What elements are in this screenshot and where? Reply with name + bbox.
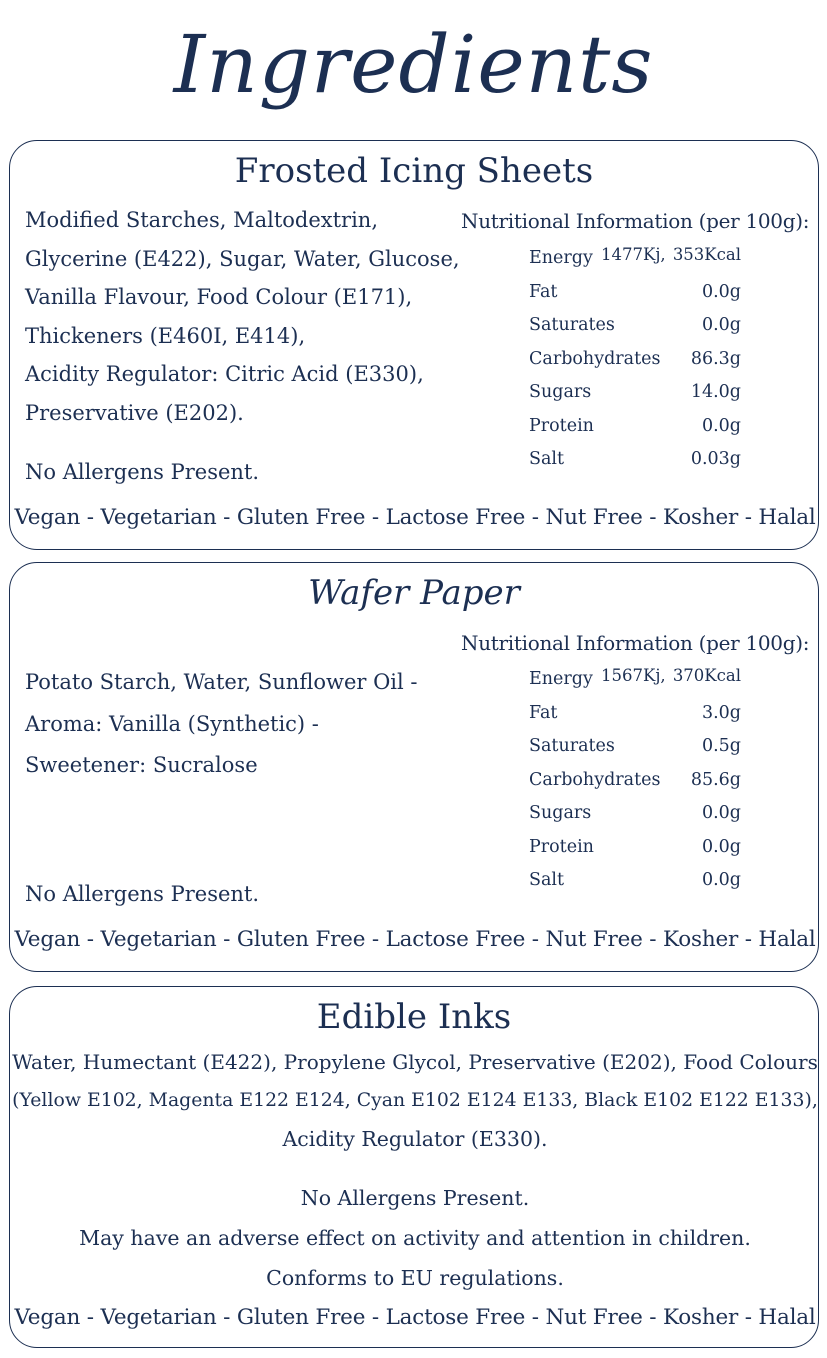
nutrition-value: 0.03g (690, 449, 741, 469)
ingredient-line: Potato Starch, Water, Sunflower Oil - (25, 670, 418, 694)
nutrition-row (529, 312, 741, 346)
edible-inks-card (9, 986, 819, 1348)
nutrition-value: 0.0g (701, 281, 741, 302)
nutrition-row (529, 867, 741, 901)
ingredient-line: Glycerine (E422), Sugar, Water, Glucose, (25, 246, 460, 271)
nutrition-row (529, 346, 741, 380)
nutrition-value: 0.5g (701, 736, 741, 756)
edible-inks-notes (10, 1178, 820, 1298)
nutrition-row (529, 279, 741, 313)
nutrition-label: Sugars (529, 382, 592, 402)
nutrition-value: 0.0g (701, 803, 741, 823)
nutrition-row (529, 379, 741, 413)
nutrition-row (529, 413, 741, 447)
ingredient-line: Preservative (E202). (25, 400, 244, 425)
nutrition-label: Carbohydrates (529, 769, 661, 790)
nutrition-row-energy (529, 666, 741, 700)
nutrition-label: Carbohydrates (529, 348, 661, 369)
wafer-paper-title: Wafer Paper (308, 573, 520, 613)
frosted-icing-sheets-dietary-claims: Vegan - Vegetarian - Gluten Free - Lactose Free - Nut Free - Kosher - Halal (14, 505, 816, 530)
frosted-icing-sheets-card (9, 140, 819, 550)
frosted-icing-sheets-nutrition-header: Nutritional Information (per 100g): (461, 209, 810, 233)
ingredient-line: (Yellow E102, Magenta E122 E124, Cyan E102 E124 E133, Black E102 E122 E133), (12, 1089, 818, 1111)
edible-inks-dietary-claims: Vegan - Vegetarian - Gluten Free - Lactose Free - Nut Free - Kosher - Halal (14, 1305, 816, 1330)
nutrition-label: Protein (529, 415, 594, 436)
wafer-paper-dietary-claims: Vegan - Vegetarian - Gluten Free - Lactose Free - Nut Free - Kosher - Halal (14, 927, 816, 952)
page-title: Ingredients (173, 18, 654, 111)
nutrition-value: 86.3g (690, 348, 741, 369)
nutrition-label: Protein (529, 836, 594, 857)
wafer-paper-nutrition-header: Nutritional Information (per 100g): (461, 631, 810, 655)
nutrition-label: Sugars (529, 803, 592, 823)
nutrition-value: 0.0g (701, 315, 741, 335)
nutrition-label: Energy (529, 248, 593, 268)
nutrition-value: 85.6g (690, 769, 741, 790)
nutrition-row (529, 767, 741, 801)
nutrition-energy-kj: 1567Kj, (601, 666, 666, 685)
ingredient-line: Vanilla Flavour, Food Colour (E171), (25, 285, 413, 310)
nutrition-row-energy (529, 245, 741, 279)
frosted-icing-sheets-nutrition-table (529, 245, 741, 480)
nutrition-row (529, 834, 741, 868)
edible-inks-title: Edible Inks (316, 997, 512, 1037)
nutrition-energy-kcal: 353Kcal (672, 245, 741, 264)
nutrition-energy-kj: 1477Kj, (601, 245, 666, 264)
nutrition-label: Salt (529, 449, 565, 469)
nutrition-label: Fat (529, 281, 558, 302)
edible-inks-ingredients (10, 1043, 820, 1159)
frosted-icing-sheets-allergens: No Allergens Present. (25, 460, 260, 484)
ingredient-line: Acidity Regulator: Citric Acid (E330), (25, 362, 424, 387)
nutrition-row (529, 700, 741, 734)
nutrition-label: Saturates (529, 736, 615, 756)
nutrition-label: Salt (529, 870, 565, 890)
nutrition-row (529, 733, 741, 767)
nutrition-value: 0.0g (701, 415, 741, 436)
wafer-paper-ingredients (25, 662, 418, 787)
frosted-icing-sheets-ingredients (25, 201, 460, 433)
nutrition-row (529, 800, 741, 834)
regulation-note: Conforms to EU regulations. (266, 1266, 564, 1290)
ingredient-line: Acidity Regulator (E330). (282, 1127, 548, 1151)
nutrition-label: Saturates (529, 315, 615, 335)
wafer-paper-allergens: No Allergens Present. (25, 882, 260, 906)
ingredient-line: Sweetener: Sucralose (25, 753, 258, 777)
nutrition-value: 3.0g (701, 702, 741, 723)
wafer-paper-nutrition-table (529, 666, 741, 901)
nutrition-value: 14.0g (690, 382, 741, 402)
nutrition-row (529, 446, 741, 480)
wafer-paper-card (9, 562, 819, 972)
nutrition-label: Energy (529, 669, 593, 689)
frosted-icing-sheets-title: Frosted Icing Sheets (234, 151, 594, 191)
ingredient-line: Modified Starches, Maltodextrin, (25, 208, 379, 232)
ingredient-line: Thickeners (E460I, E414), (25, 323, 306, 348)
ingredient-line: Aroma: Vanilla (Synthetic) - (25, 711, 319, 736)
nutrition-value: 0.0g (701, 836, 741, 857)
nutrition-label: Fat (529, 702, 558, 723)
nutrition-energy-kcal: 370Kcal (672, 666, 741, 685)
warning-note: May have an adverse effect on activity and attention in children. (79, 1226, 751, 1250)
allergen-note: No Allergens Present. (300, 1186, 530, 1210)
ingredient-line: Water, Humectant (E422), Propylene Glycol, Preservative (E202), Food Colours (12, 1050, 818, 1074)
nutrition-value: 0.0g (701, 870, 741, 890)
